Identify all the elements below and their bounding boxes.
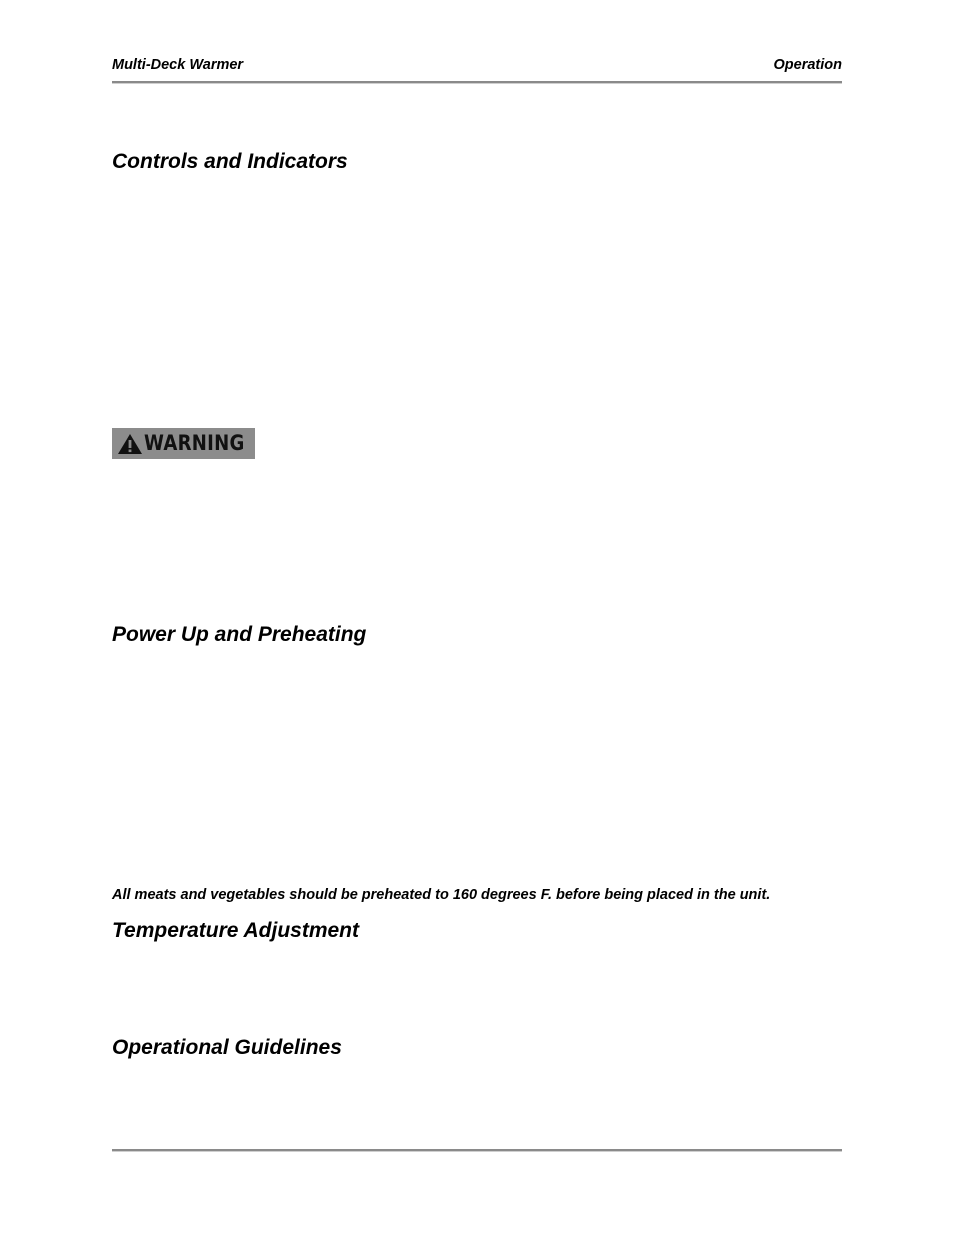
preheat-note: All meats and vegetables should be preheated to 160 degrees F. before being placed in the unit. xyxy=(112,887,771,903)
warning-label: WARNING xyxy=(144,431,245,455)
header-rule xyxy=(112,81,842,84)
warning-badge xyxy=(112,428,255,459)
heading-controls-and-indicators: Controls and Indicators xyxy=(112,150,348,173)
header-document-title: Multi-Deck Warmer xyxy=(112,57,244,73)
warning-triangle-icon xyxy=(117,433,143,455)
heading-power-up-and-preheating: Power Up and Preheating xyxy=(112,623,367,646)
heading-operational-guidelines: Operational Guidelines xyxy=(112,1036,342,1059)
header-section-title: Operation xyxy=(773,57,842,73)
heading-temperature-adjustment: Temperature Adjustment xyxy=(112,919,359,942)
footer-rule xyxy=(112,1149,842,1152)
